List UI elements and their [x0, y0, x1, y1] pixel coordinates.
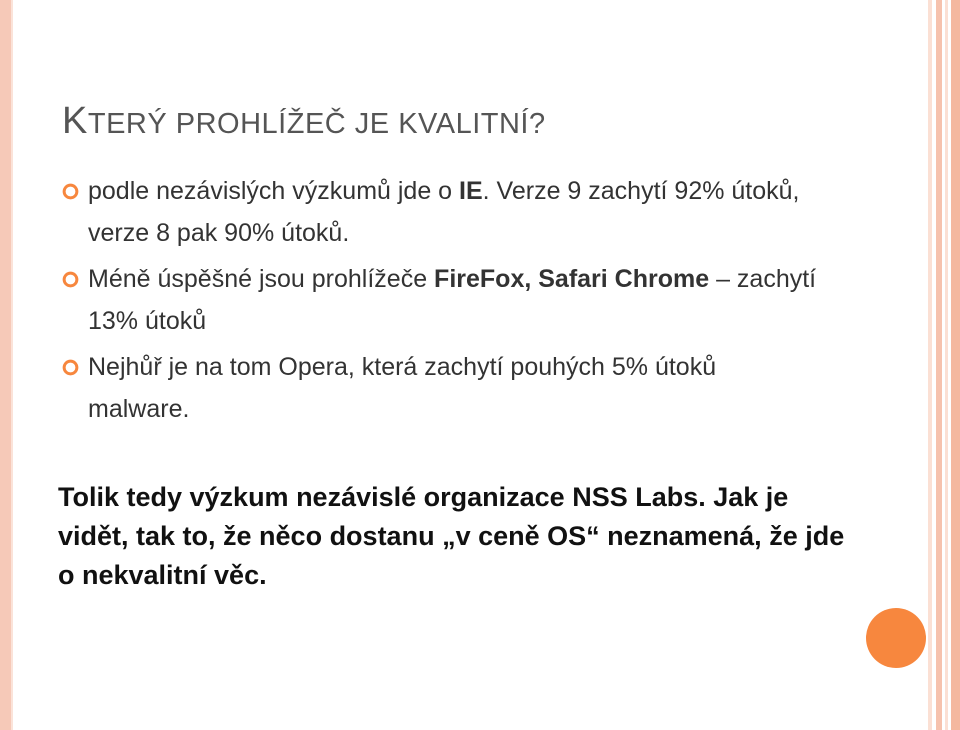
slide-title [62, 100, 546, 143]
bullet-text-bold: IE [459, 177, 483, 205]
bullet-marker-icon [62, 359, 79, 376]
bullet-text: Méně úspěšné jsou prohlížeče [88, 265, 435, 293]
bullet-text: – zachytí 13% útoků [88, 265, 817, 335]
left-decorative-stripe [0, 0, 11, 730]
right-stripe-4 [951, 0, 960, 730]
bullet-text: . Verze 9 zachytí 92% útoků, verze 8 pak 90% útoků. [88, 177, 800, 247]
bullet-marker-icon [62, 271, 79, 288]
right-stripe-3 [945, 0, 948, 730]
bullet-marker-icon [62, 183, 79, 200]
left-decorative-stripe-inner [11, 0, 13, 730]
conclusion-text: Tolik tedy výzkum nezávislé organizace NSS Labs. Jak je vidět, tak to, že něco dostanu „v ceně OS“ neznamená, že jde o nekvalitní věc. [58, 482, 845, 590]
bullet-item [60, 258, 820, 342]
bullet-item [60, 170, 820, 254]
bullet-text-bold: FireFox, Safari Chrome [434, 265, 710, 293]
right-stripe-1 [928, 0, 932, 730]
title-first-letter: K [62, 100, 88, 142]
orange-circle-decoration [866, 608, 926, 668]
title-rest: TERÝ PROHLÍŽEČ JE KVALITNÍ? [87, 108, 546, 140]
right-decorative-stripes [928, 0, 960, 730]
bullet-text: podle nezávislých výzkumů jde o [88, 177, 460, 205]
right-stripe-2 [936, 0, 942, 730]
bullet-list [60, 170, 820, 434]
bullet-text: Nejhůř je na tom Opera, která zachytí pouhých 5% útoků malware. [88, 353, 717, 423]
bullet-item [60, 346, 820, 430]
